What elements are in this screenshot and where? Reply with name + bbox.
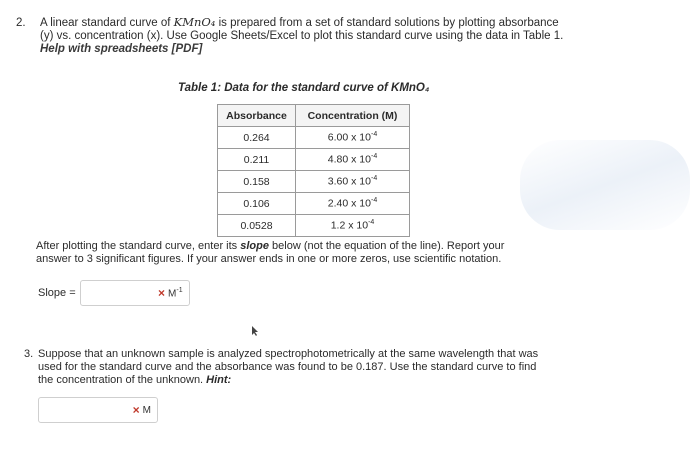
concentration-cell: 3.60 x $10^{-4}$ (296, 171, 410, 193)
slope-answer-row (38, 280, 190, 306)
table-row (218, 193, 410, 215)
help-spreadsheets-link[interactable]: Help with spreadsheets [PDF] (40, 43, 203, 55)
hint-link[interactable]: Hint: (206, 374, 232, 386)
concentration-cell: 6.00 x $10^{-4}$ (296, 127, 410, 149)
question-text: A linear standard curve of (40, 17, 174, 29)
question-2 (16, 16, 656, 56)
column-header-concentration: Concentration (M) (296, 105, 410, 127)
standard-curve-table (217, 104, 410, 237)
incorrect-x-icon: × (132, 403, 140, 417)
mouse-cursor-icon (251, 326, 259, 336)
table-caption: Table 1: Data for the standard curve of KMnO₄ (178, 82, 430, 94)
concentration-cell: 4.80 x $10^{-4}$ (296, 149, 410, 171)
absorbance-cell: 0.211 (218, 149, 296, 171)
question-number: 2. (16, 17, 26, 29)
question-text: (y) vs. concentration (x). Use Google Sheets/Excel to plot this standard curve using the data in Table 1. (40, 30, 564, 42)
concentration-input[interactable] (38, 397, 158, 423)
table-row (218, 149, 410, 171)
chemical-formula: KMnO₄ (173, 15, 216, 29)
absorbance-cell: 0.0528 (218, 215, 296, 237)
slope-emphasis: slope (240, 240, 269, 252)
table-row (218, 127, 410, 149)
question-3: 3. Suppose that an unknown sample is analyzed spectrophotometrically at the same wavelength that was used for the standard curve and the absorbance was found to be 0.187. Use the standard curve to find the concentration of the unknown. Hint: (24, 348, 539, 386)
slope-input[interactable] (80, 280, 190, 306)
slope-unit: $M^{-1}$ (168, 286, 183, 300)
concentration-cell: 1.2 x $10^{-4}$ (296, 215, 410, 237)
slope-instructions: After plotting the standard curve, enter its slope below (not the equation of the line). Report your answer to 3 significant figures. If your answer ends in one or more zeros, use scientific notation. (36, 240, 505, 265)
slope-label: Slope = (38, 287, 76, 299)
question-text: is prepared from a set of standard solutions by plotting absorbance (215, 17, 559, 29)
absorbance-cell: 0.158 (218, 171, 296, 193)
table-row (218, 215, 410, 237)
column-header-absorbance: Absorbance (218, 105, 296, 127)
concentration-answer-row (38, 397, 158, 423)
screen-glare (520, 140, 690, 230)
absorbance-cell: 0.106 (218, 193, 296, 215)
absorbance-cell: 0.264 (218, 127, 296, 149)
concentration-cell: 2.40 x $10^{-4}$ (296, 193, 410, 215)
concentration-unit: M (142, 404, 151, 416)
question-number: 3. (24, 348, 34, 360)
incorrect-x-icon: × (158, 286, 166, 300)
table-row (218, 171, 410, 193)
table-header-row (218, 105, 410, 127)
